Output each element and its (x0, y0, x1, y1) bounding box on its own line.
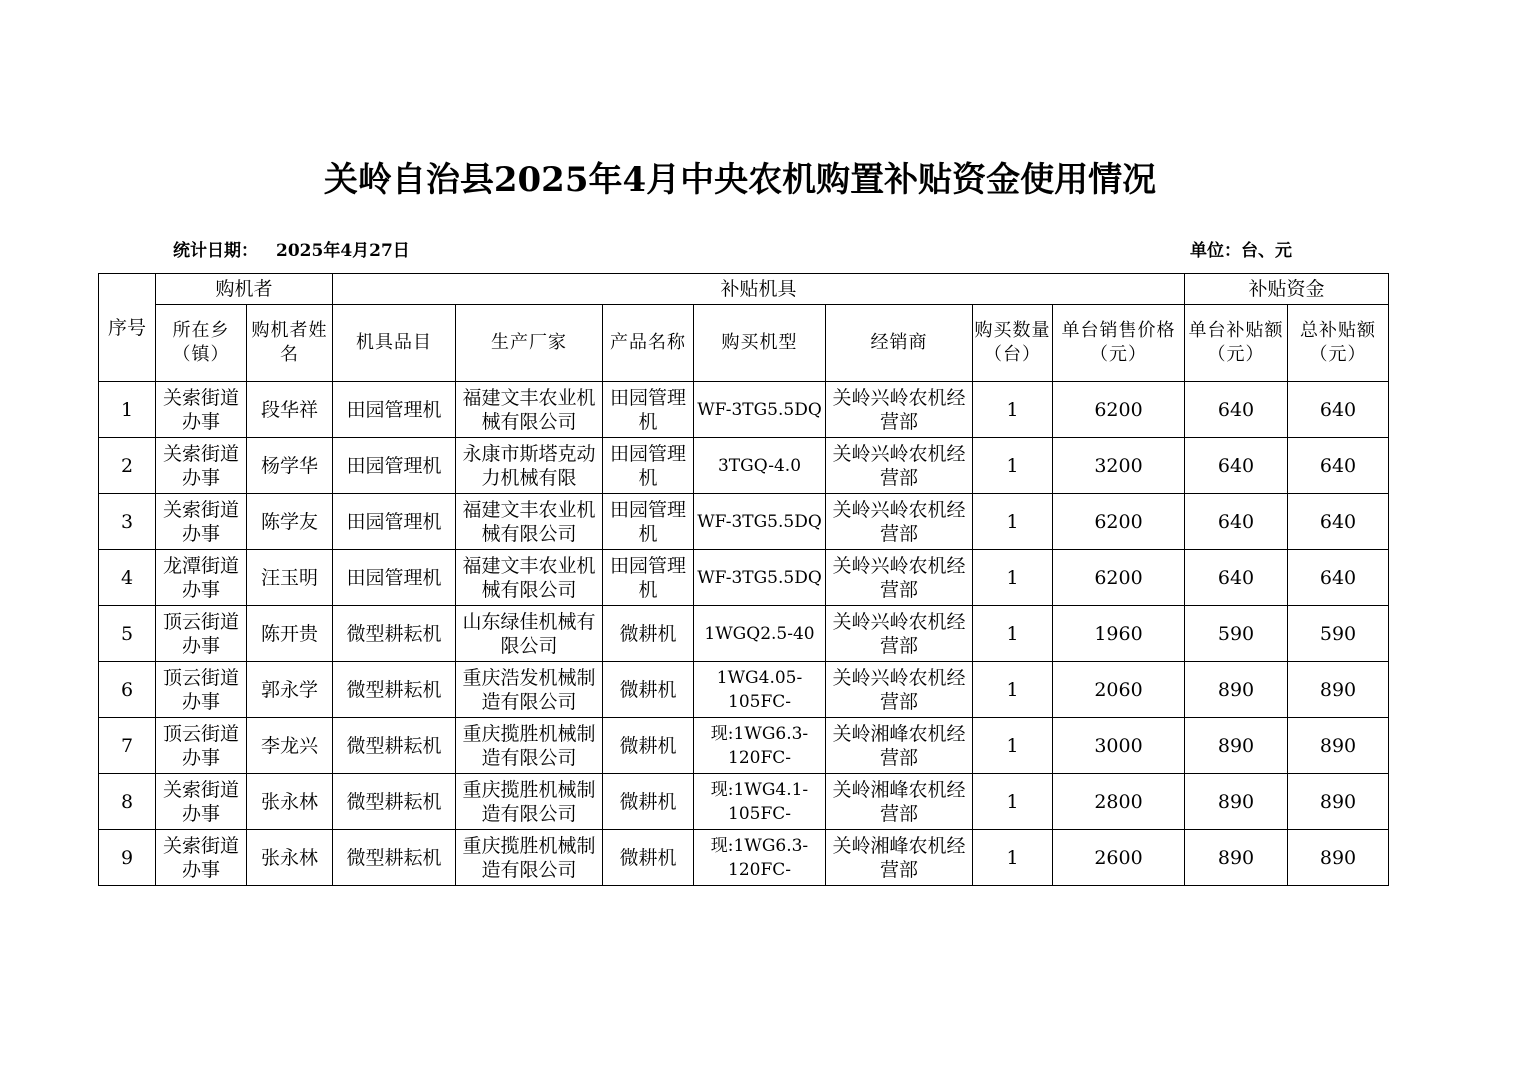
cell-model (694, 382, 826, 438)
cell-township-text: 关索街道办事 (162, 834, 239, 881)
cell-unit-subsidy (1185, 830, 1288, 886)
cell-qty-text: 1 (1006, 398, 1019, 421)
cell-manufacturer-text: 重庆揽胜机械制造有限公司 (462, 834, 596, 881)
cell-product-text: 微耕机 (619, 846, 677, 869)
cell-dealer-text: 关岭兴岭农机经营部 (832, 498, 966, 545)
cell-product (603, 494, 694, 550)
cell-unit-subsidy-text: 890 (1217, 678, 1255, 701)
cell-township (156, 382, 247, 438)
cell-buyer-name (247, 662, 333, 718)
cell-seq-text: 8 (120, 790, 134, 813)
cell-total-subsidy (1288, 830, 1389, 886)
subsidy-table (98, 273, 1389, 886)
cell-total-subsidy (1288, 662, 1389, 718)
cell-township (156, 662, 247, 718)
cell-price-text: 2800 (1094, 790, 1143, 813)
header-machine-group: 补贴机具 (333, 274, 1185, 305)
table-row (99, 718, 1389, 774)
cell-model (694, 550, 826, 606)
cell-unit-subsidy (1185, 774, 1288, 830)
cell-category (333, 494, 456, 550)
header-township: 所在乡（镇） (156, 305, 247, 382)
cell-dealer-text: 关岭兴岭农机经营部 (832, 610, 966, 657)
cell-seq-text: 1 (120, 398, 134, 421)
cell-township (156, 494, 247, 550)
cell-product-text: 微耕机 (619, 622, 677, 645)
cell-product-text: 田园管理机 (609, 554, 686, 601)
cell-dealer (826, 606, 973, 662)
stat-date-line (173, 236, 410, 261)
cell-dealer-text: 关岭湘峰农机经营部 (832, 778, 966, 825)
cell-qty-text: 1 (1006, 790, 1019, 813)
cell-product-text: 微耕机 (619, 790, 677, 813)
cell-category (333, 606, 456, 662)
cell-product-text: 田园管理机 (609, 498, 686, 545)
cell-model-text: 1WG4.05-105FC- (716, 667, 803, 712)
cell-model (694, 830, 826, 886)
cell-total-subsidy-text: 890 (1319, 846, 1357, 869)
header-row-group (99, 274, 1389, 305)
cell-total-subsidy-text: 640 (1319, 398, 1357, 421)
cell-category-text: 田园管理机 (346, 566, 442, 589)
cell-model (694, 438, 826, 494)
cell-buyer-name (247, 606, 333, 662)
cell-price-text: 3200 (1094, 454, 1143, 477)
cell-total-subsidy (1288, 774, 1389, 830)
cell-total-subsidy (1288, 718, 1389, 774)
cell-buyer-name (247, 438, 333, 494)
cell-unit-subsidy (1185, 662, 1288, 718)
cell-buyer-name (247, 382, 333, 438)
cell-model-text: 现:1WG4.1-105FC- (710, 779, 809, 824)
cell-seq-text: 6 (120, 678, 134, 701)
cell-township-text: 顶云街道办事 (162, 722, 239, 769)
cell-buyer-name (247, 830, 333, 886)
cell-unit-subsidy-text: 640 (1217, 454, 1255, 477)
cell-buyer-name-text: 李龙兴 (260, 734, 318, 757)
cell-model-text: WF-3TG5.5DQ (697, 511, 822, 532)
cell-buyer-name (247, 550, 333, 606)
cell-total-subsidy-text: 640 (1319, 510, 1357, 533)
cell-price (1053, 438, 1185, 494)
cell-model-text: 1WGQ2.5-40 (704, 623, 815, 644)
cell-model (694, 494, 826, 550)
cell-township (156, 718, 247, 774)
header-manufacturer: 生产厂家 (456, 305, 603, 382)
cell-total-subsidy-text: 890 (1319, 790, 1357, 813)
cell-qty (973, 550, 1053, 606)
cell-buyer-name-text: 郭永学 (260, 678, 318, 701)
cell-buyer-name (247, 718, 333, 774)
cell-seq (99, 550, 156, 606)
cell-dealer (826, 382, 973, 438)
header-unit-subsidy: 单台补贴额（元） (1185, 305, 1288, 382)
header-dealer: 经销商 (826, 305, 973, 382)
cell-township-text: 关索街道办事 (162, 778, 239, 825)
cell-dealer (826, 830, 973, 886)
table-row (99, 830, 1389, 886)
cell-product-text: 田园管理机 (609, 386, 686, 433)
cell-seq (99, 830, 156, 886)
cell-qty-text: 1 (1006, 846, 1019, 869)
cell-dealer-text: 关岭兴岭农机经营部 (832, 666, 966, 713)
cell-price-text: 6200 (1094, 566, 1143, 589)
cell-qty-text: 1 (1006, 622, 1019, 645)
cell-manufacturer (456, 382, 603, 438)
cell-total-subsidy (1288, 606, 1389, 662)
cell-dealer (826, 494, 973, 550)
cell-category-text: 田园管理机 (346, 398, 442, 421)
cell-buyer-name (247, 494, 333, 550)
cell-unit-subsidy-text: 640 (1217, 510, 1255, 533)
header-row-columns (99, 305, 1389, 382)
cell-unit-subsidy (1185, 382, 1288, 438)
cell-township-text: 龙潭街道办事 (162, 554, 239, 601)
cell-dealer (826, 718, 973, 774)
cell-model (694, 662, 826, 718)
cell-buyer-name (247, 774, 333, 830)
cell-unit-subsidy-text: 890 (1217, 846, 1255, 869)
cell-qty (973, 382, 1053, 438)
cell-seq (99, 774, 156, 830)
cell-unit-subsidy-text: 640 (1217, 566, 1255, 589)
cell-seq (99, 382, 156, 438)
cell-price-text: 6200 (1094, 398, 1143, 421)
cell-seq (99, 662, 156, 718)
cell-unit-subsidy (1185, 718, 1288, 774)
table-row (99, 550, 1389, 606)
cell-unit-subsidy-text: 640 (1217, 398, 1255, 421)
cell-product (603, 550, 694, 606)
cell-township-text: 关索街道办事 (162, 498, 239, 545)
header-buyer-name: 购机者姓名 (247, 305, 333, 382)
cell-category-text: 微型耕耘机 (346, 734, 442, 757)
cell-unit-subsidy (1185, 494, 1288, 550)
stat-date-value: 2025年4月27日 (276, 241, 410, 261)
cell-seq-text: 2 (120, 454, 134, 477)
cell-price (1053, 662, 1185, 718)
cell-qty-text: 1 (1006, 734, 1019, 757)
cell-manufacturer-text: 重庆揽胜机械制造有限公司 (462, 778, 596, 825)
cell-model (694, 718, 826, 774)
cell-manufacturer (456, 830, 603, 886)
cell-manufacturer-text: 福建文丰农业机械有限公司 (462, 554, 596, 601)
cell-product (603, 662, 694, 718)
cell-total-subsidy (1288, 438, 1389, 494)
cell-qty (973, 830, 1053, 886)
cell-qty-text: 1 (1006, 566, 1019, 589)
cell-unit-subsidy-text: 890 (1217, 790, 1255, 813)
cell-category (333, 718, 456, 774)
cell-category-text: 微型耕耘机 (346, 846, 442, 869)
cell-buyer-name-text: 张永林 (260, 846, 318, 869)
table-row (99, 494, 1389, 550)
cell-dealer (826, 662, 973, 718)
cell-buyer-name-text: 陈开贵 (260, 622, 318, 645)
cell-product (603, 830, 694, 886)
cell-price (1053, 606, 1185, 662)
cell-dealer (826, 774, 973, 830)
cell-township-text: 顶云街道办事 (162, 666, 239, 713)
cell-seq (99, 718, 156, 774)
cell-model-text: 3TGQ-4.0 (717, 455, 802, 476)
cell-township (156, 438, 247, 494)
cell-seq (99, 494, 156, 550)
header-price: 单台销售价格（元） (1053, 305, 1185, 382)
cell-category (333, 774, 456, 830)
cell-buyer-name-text: 段华祥 (260, 398, 318, 421)
cell-manufacturer (456, 774, 603, 830)
cell-price-text: 2600 (1094, 846, 1143, 869)
cell-manufacturer (456, 718, 603, 774)
cell-model-text: 现:1WG6.3-120FC- (710, 723, 809, 768)
cell-dealer-text: 关岭湘峰农机经营部 (832, 834, 966, 881)
cell-product-text: 田园管理机 (609, 442, 686, 489)
cell-qty (973, 494, 1053, 550)
header-seq: 序号 (99, 274, 156, 382)
cell-total-subsidy-text: 590 (1319, 622, 1357, 645)
table-row (99, 774, 1389, 830)
page-title: 关岭自治县2025年4月中央农机购置补贴资金使用情况 (323, 160, 1157, 200)
cell-township (156, 606, 247, 662)
header-total-subsidy: 总补贴额（元） (1288, 305, 1389, 382)
cell-price (1053, 494, 1185, 550)
cell-product (603, 382, 694, 438)
cell-seq-text: 9 (120, 846, 134, 869)
cell-seq-text: 4 (120, 566, 134, 589)
cell-product-text: 微耕机 (619, 678, 677, 701)
cell-township (156, 774, 247, 830)
cell-dealer (826, 438, 973, 494)
cell-dealer-text: 关岭兴岭农机经营部 (832, 442, 966, 489)
cell-category (333, 550, 456, 606)
cell-seq-text: 7 (120, 734, 134, 757)
cell-price (1053, 774, 1185, 830)
cell-manufacturer (456, 606, 603, 662)
header-buyer-group: 购机者 (156, 274, 333, 305)
cell-unit-subsidy-text: 590 (1217, 622, 1255, 645)
cell-dealer-text: 关岭湘峰农机经营部 (832, 722, 966, 769)
cell-category-text: 田园管理机 (346, 454, 442, 477)
cell-unit-subsidy-text: 890 (1217, 734, 1255, 757)
cell-township-text: 顶云街道办事 (162, 610, 239, 657)
cell-seq (99, 606, 156, 662)
cell-total-subsidy-text: 640 (1319, 454, 1357, 477)
cell-township-text: 关索街道办事 (162, 442, 239, 489)
cell-manufacturer-text: 山东绿佳机械有限公司 (462, 610, 596, 657)
cell-qty (973, 774, 1053, 830)
stat-date-label: 统计日期： (173, 241, 258, 261)
cell-seq-text: 5 (120, 622, 134, 645)
cell-price (1053, 550, 1185, 606)
cell-township (156, 830, 247, 886)
cell-unit-subsidy (1185, 606, 1288, 662)
cell-model (694, 606, 826, 662)
cell-price (1053, 718, 1185, 774)
header-product: 产品名称 (603, 305, 694, 382)
table-row (99, 438, 1389, 494)
cell-buyer-name-text: 张永林 (260, 790, 318, 813)
cell-price-text: 2060 (1094, 678, 1143, 701)
cell-buyer-name-text: 杨学华 (260, 454, 318, 477)
header-qty: 购买数量（台） (973, 305, 1053, 382)
cell-qty-text: 1 (1006, 510, 1019, 533)
cell-qty (973, 438, 1053, 494)
table-row (99, 662, 1389, 718)
cell-model-text: WF-3TG5.5DQ (697, 399, 822, 420)
header-category: 机具品目 (333, 305, 456, 382)
cell-unit-subsidy (1185, 438, 1288, 494)
cell-total-subsidy-text: 890 (1319, 678, 1357, 701)
cell-seq (99, 438, 156, 494)
cell-product (603, 718, 694, 774)
cell-model-text: WF-3TG5.5DQ (697, 567, 822, 588)
cell-total-subsidy-text: 640 (1319, 566, 1357, 589)
cell-category (333, 438, 456, 494)
cell-product (603, 606, 694, 662)
cell-category-text: 微型耕耘机 (346, 622, 442, 645)
cell-price-text: 3000 (1094, 734, 1143, 757)
cell-price-text: 1960 (1094, 622, 1143, 645)
cell-qty (973, 718, 1053, 774)
cell-total-subsidy (1288, 550, 1389, 606)
cell-township (156, 550, 247, 606)
cell-seq-text: 3 (120, 510, 134, 533)
cell-price (1053, 830, 1185, 886)
cell-manufacturer-text: 福建文丰农业机械有限公司 (462, 386, 596, 433)
cell-manufacturer-text: 永康市斯塔克动力机械有限 (462, 442, 596, 489)
cell-qty-text: 1 (1006, 454, 1019, 477)
cell-category-text: 田园管理机 (346, 510, 442, 533)
cell-total-subsidy-text: 890 (1319, 734, 1357, 757)
cell-product-text: 微耕机 (619, 734, 677, 757)
cell-buyer-name-text: 陈学友 (260, 510, 318, 533)
cell-category (333, 662, 456, 718)
header-fund-group: 补贴资金 (1185, 274, 1389, 305)
cell-manufacturer-text: 福建文丰农业机械有限公司 (462, 498, 596, 545)
cell-price (1053, 382, 1185, 438)
cell-total-subsidy (1288, 382, 1389, 438)
cell-category-text: 微型耕耘机 (346, 790, 442, 813)
cell-buyer-name-text: 汪玉明 (260, 566, 318, 589)
cell-dealer-text: 关岭兴岭农机经营部 (832, 386, 966, 433)
cell-unit-subsidy (1185, 550, 1288, 606)
cell-dealer-text: 关岭兴岭农机经营部 (832, 554, 966, 601)
cell-category (333, 382, 456, 438)
cell-manufacturer (456, 662, 603, 718)
cell-qty (973, 662, 1053, 718)
cell-qty-text: 1 (1006, 678, 1019, 701)
cell-product (603, 438, 694, 494)
cell-price-text: 6200 (1094, 510, 1143, 533)
cell-dealer (826, 550, 973, 606)
header-model: 购买机型 (694, 305, 826, 382)
cell-category-text: 微型耕耘机 (346, 678, 442, 701)
cell-manufacturer-text: 重庆揽胜机械制造有限公司 (462, 722, 596, 769)
cell-manufacturer (456, 438, 603, 494)
cell-product (603, 774, 694, 830)
cell-model (694, 774, 826, 830)
cell-category (333, 830, 456, 886)
cell-qty (973, 606, 1053, 662)
cell-manufacturer (456, 550, 603, 606)
cell-total-subsidy (1288, 494, 1389, 550)
table-row (99, 606, 1389, 662)
table-row (99, 382, 1389, 438)
cell-manufacturer (456, 494, 603, 550)
cell-model-text: 现:1WG6.3-120FC- (710, 835, 809, 880)
cell-township-text: 关索街道办事 (162, 386, 239, 433)
unit-label: 单位：台、元 (1190, 241, 1292, 261)
cell-manufacturer-text: 重庆浩发机械制造有限公司 (462, 666, 596, 713)
